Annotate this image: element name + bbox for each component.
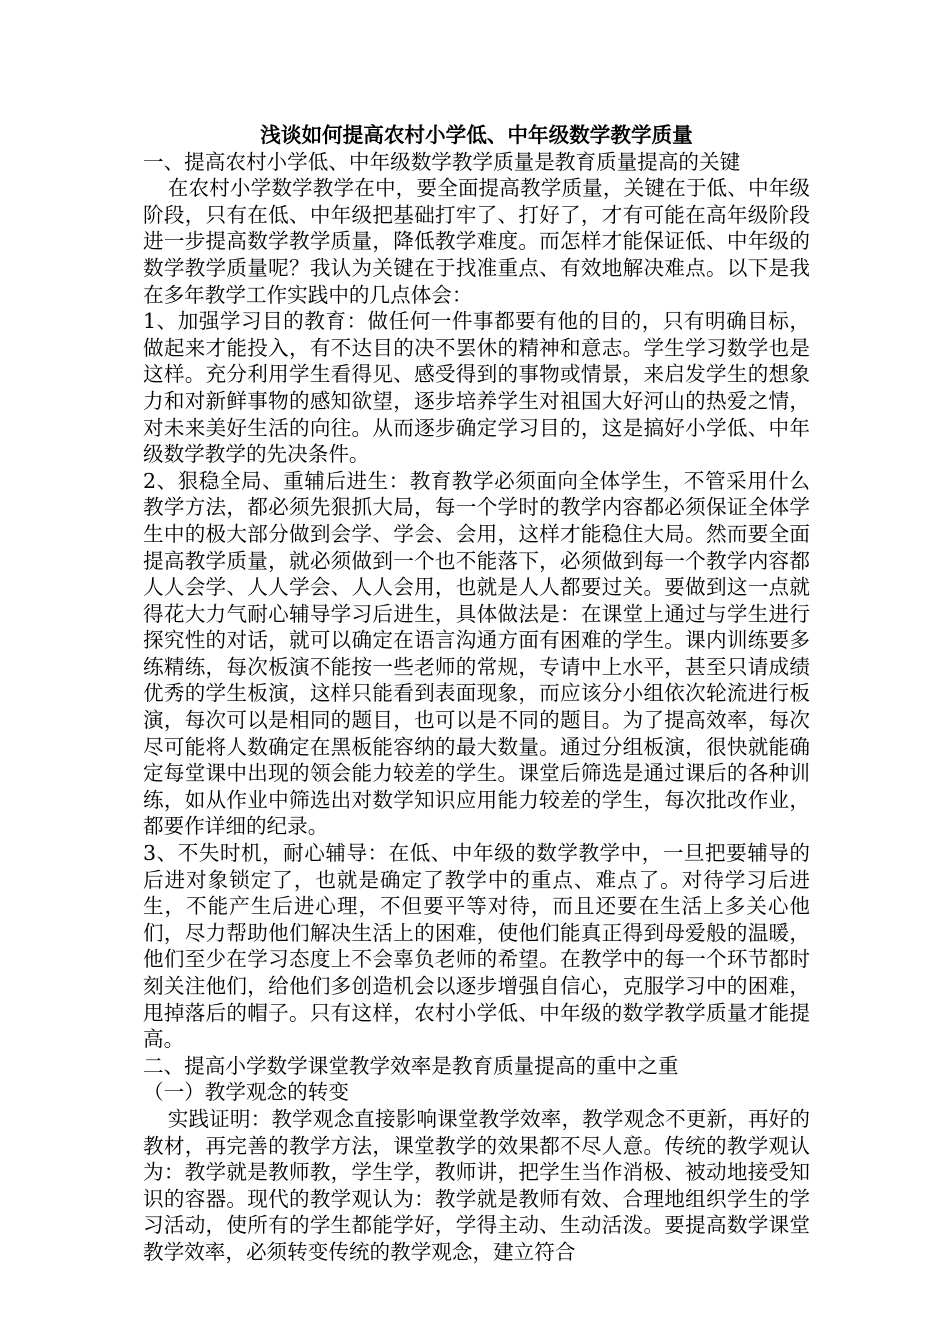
- subsection-heading-1: （一）教学观念的转变: [143, 1080, 349, 1105]
- section1-intro-paragraph: 在农村小学数学教学在中，要全面提高教学质量，关键在于低、中年级阶段，只有在低、中年级把基础打牢了、打好了，才有可能在高年级阶段进一步提高数学教学质量，降低教学难度。而怎样才能保证低、中年级的数学教学质量呢？我认为关键在于找准重点、有效地解决难点。以下是我在多年教学工作实践中的几点体会：: [143, 176, 810, 307]
- point-3-paragraph: 3、不失时机，耐心辅导：在低、中年级的数学教学中，一旦把要辅导的后进对象锁定了，也就是确定了教学中的重点、难点了。对待学习后进生，不能产生后进心理，不但要平等对待，而且还要在生活上多关心他们，尽力帮助他们解决生活上的困难，使他们能真正得到母爱般的温暖，他们至少在学习态度上不会辜负老师的希望。在教学中的每一个环节都时刻关注他们，给他们多创造机会以逐步增强自信心，克服学习中的困难，甩掉落后的帽子。只有这样，农村小学低、中年级的数学教学质量才能提高。: [143, 841, 810, 1052]
- point-1-paragraph: 1、加强学习目的教育：做任何一件事都要有他的目的，只有明确目标，做起来才能投入，有不达目的决不罢休的精神和意志。学生学习数学也是这样。充分利用学生看得见、感受得到的事物或情景，来启发学生的想象力和对新鲜事物的感知欲望，逐步培养学生对祖国大好河山的热爱之情，对未来美好生活的向往。从而逐步确定学习目的，这是搞好小学低、中年级数学教学的先决条件。: [143, 309, 810, 467]
- document-title: 浅谈如何提高农村小学低、中年级数学教学质量: [260, 123, 693, 147]
- section-heading-2: 二、提高小学数学课堂教学效率是教育质量提高的重中之重: [143, 1053, 679, 1078]
- point-2-paragraph: 2、狠稳全局、重辅后进生：教育教学必须面向全体学生，不管采用什么教学方法，都必须先狠抓大局，每一个学时的教学内容都必须保证全体学生中的极大部分做到会学、学会、会用，这样才能稳住大局。然而要全面提高教学质量，就必须做到一个也不能落下，必须做到每一个教学内容都人人会学、人人学会、人人会用，也就是人人都要过关。要做到这一点就得花大力气耐心辅导学习后进生，具体做法是：在课堂上通过与学生进行探究性的对话，就可以确定在语言沟通方面有困难的学生。课内训练要多练精练，每次板演不能按一些老师的常规，专请中上水平，甚至只请成绩优秀的学生板演，这样只能看到表面现象，而应该分小组依次轮流进行板演，每次可以是相同的题目，也可以是不同的题目。为了提高效率，每次尽可能将人数确定在黑板能容纳的最大数量。通过分组板演，很快就能确定每堂课中出现的领会能力较差的学生。课堂后筛选是通过课后的各种训练，如从作业中筛选出对数学知识应用能力较差的学生，每次批改作业，都要作详细的纪录。: [143, 468, 810, 839]
- subsection1-paragraph: 实践证明：教学观念直接影响课堂教学效率，教学观念不更新，再好的教材，再完善的教学方法，课堂教学的效果都不尽人意。传统的教学观认为：教学就是教师教，学生学，教师讲，把学生当作消极、被动地接受知识的容器。现代的教学观认为：教学就是教师有效、合理地组织学生的学习活动，使所有的学生都能学好，学得主动、生动活泼。要提高数学课堂教学效率，必须转变传统的教学观念，建立符合: [143, 1106, 810, 1264]
- document-body: [143, 122, 810, 1266]
- section-heading-1: 一、提高农村小学低、中年级数学教学质量是教育质量提高的关键: [143, 149, 741, 174]
